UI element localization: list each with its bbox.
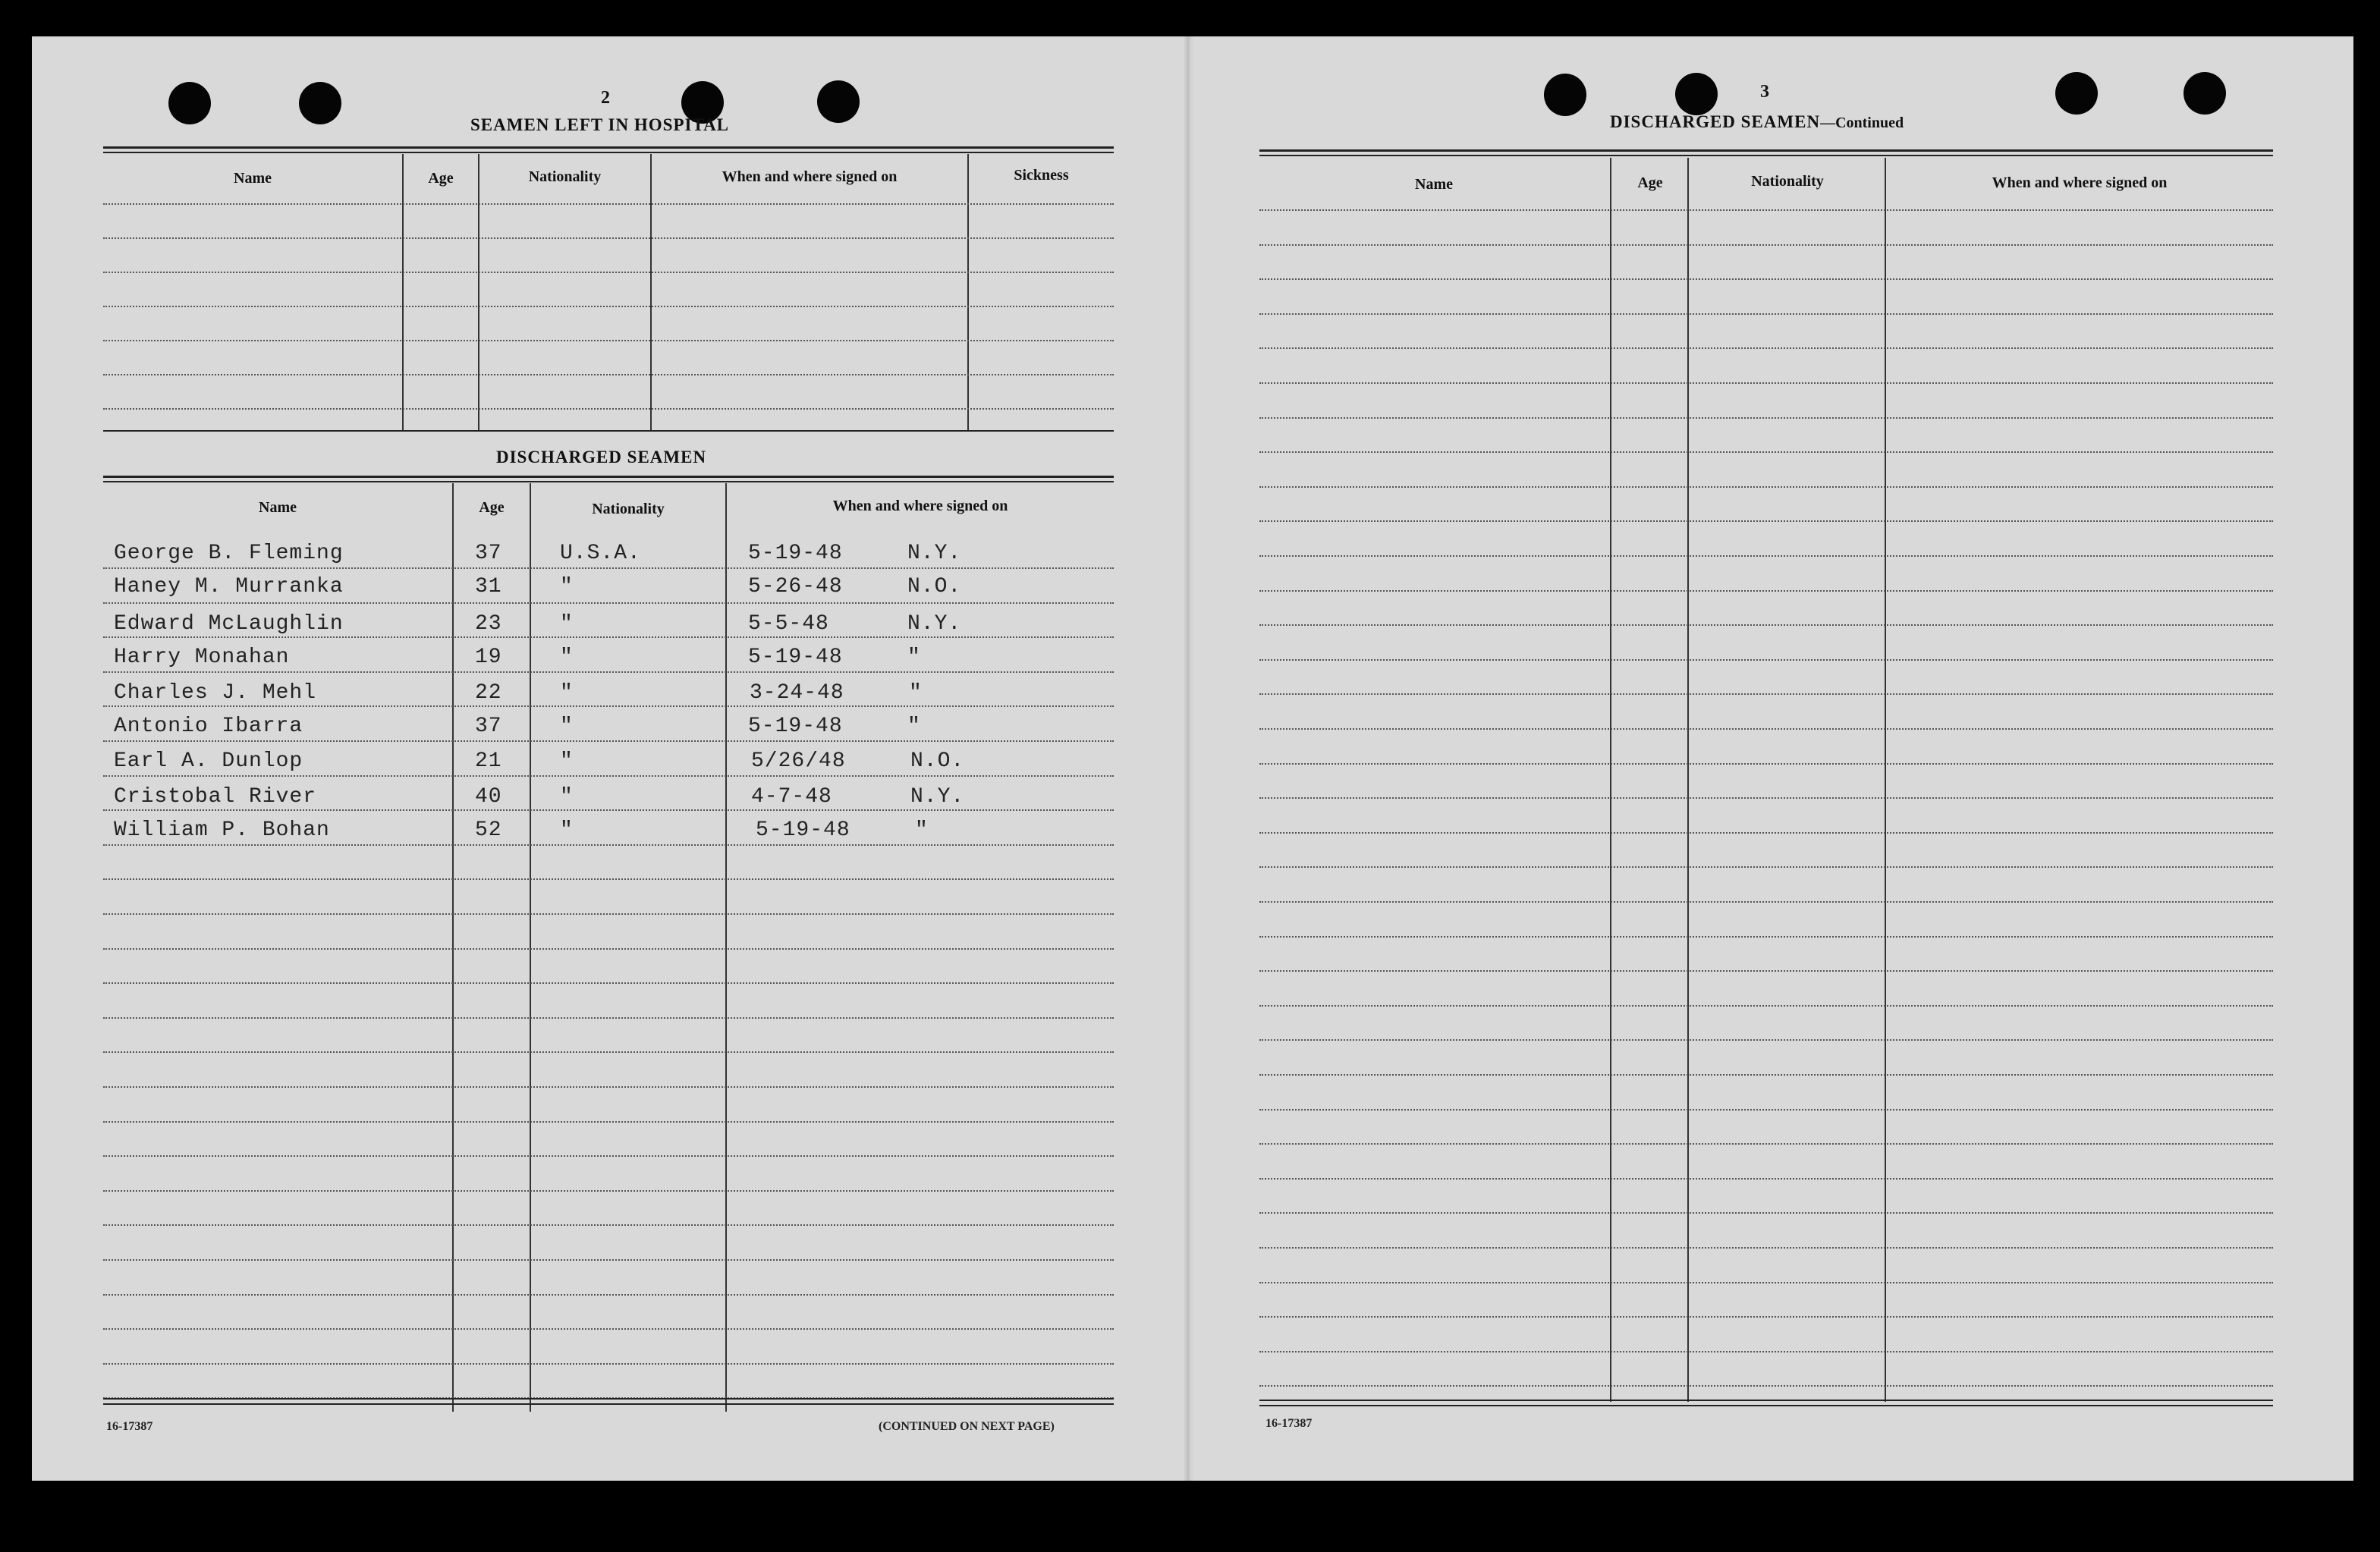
row-line — [103, 203, 1114, 205]
column-header-signed-on: When and where signed on — [832, 498, 1008, 514]
row-line — [1259, 832, 2273, 834]
row-line — [103, 913, 1114, 915]
cell-nationality: " — [560, 749, 574, 773]
row-line — [1259, 970, 2273, 972]
cell-age: 31 — [475, 574, 502, 598]
row-line — [1259, 1282, 2273, 1283]
row-line — [103, 1051, 1114, 1053]
row-line — [1259, 555, 2273, 557]
row-line — [1259, 209, 2273, 211]
row-line — [1259, 278, 2273, 280]
row-line — [103, 1086, 1114, 1088]
row-line — [1259, 659, 2273, 661]
form-number: 16-17387 — [106, 1420, 153, 1433]
row-line — [1259, 347, 2273, 349]
cell-date: 5-19-48 — [748, 645, 843, 669]
row-line — [103, 1363, 1114, 1365]
row-line — [1259, 1039, 2273, 1041]
cell-name: Cristobal River — [114, 785, 317, 809]
hospital-section-title: SEAMEN LEFT IN HOSPITAL — [470, 115, 730, 134]
cell-nationality: U.S.A. — [560, 542, 641, 565]
cell-age: 37 — [475, 715, 502, 738]
row-line — [1259, 866, 2273, 868]
discharged-section-title: DISCHARGED SEAMEN — [496, 448, 707, 467]
cell-age: 40 — [475, 785, 502, 809]
row-line — [1259, 590, 2273, 592]
cell-place: N.Y. — [907, 542, 962, 565]
row-line — [103, 809, 1114, 811]
cell-age: 23 — [475, 612, 502, 636]
column-header-nationality: Nationality — [1751, 173, 1824, 190]
row-line — [1259, 1074, 2273, 1076]
row-line — [1259, 1316, 2273, 1318]
row-line — [103, 982, 1114, 984]
cell-nationality: " — [560, 574, 574, 598]
row-line — [1259, 901, 2273, 903]
right-page — [1189, 36, 2353, 1481]
cell-nationality: " — [560, 785, 574, 809]
cell-nationality: " — [560, 645, 574, 669]
cell-age: 52 — [475, 818, 502, 842]
cell-name: George B. Fleming — [114, 542, 344, 565]
center-fold — [1184, 36, 1194, 1481]
column-header-name: Name — [259, 499, 297, 516]
column-header-nationality: Nationality — [592, 501, 665, 517]
cell-name: Edward McLaughlin — [114, 612, 344, 636]
column-header-sickness: Sickness — [1014, 167, 1069, 184]
discharged-continued-title — [1610, 112, 1904, 132]
row-line — [1259, 1385, 2273, 1387]
row-line — [103, 1294, 1114, 1296]
cell-age: 22 — [475, 681, 502, 705]
cell-place: " — [907, 645, 921, 669]
cell-date: 5-26-48 — [748, 574, 843, 598]
row-line — [1259, 244, 2273, 246]
row-line — [103, 272, 1114, 273]
cell-nationality: " — [560, 715, 574, 738]
cell-place: " — [915, 818, 929, 842]
row-line — [1259, 486, 2273, 488]
cell-nationality: " — [560, 612, 574, 636]
column-header-signed-on: When and where signed on — [1992, 174, 2168, 191]
cell-age: 19 — [475, 645, 502, 669]
row-line — [103, 374, 1114, 375]
row-line — [103, 636, 1114, 638]
row-line — [103, 705, 1114, 707]
form-number: 16-17387 — [1265, 1417, 1313, 1430]
punch-hole — [2055, 72, 2098, 115]
cell-name: William P. Bohan — [114, 818, 330, 842]
page-number: 2 — [601, 88, 610, 108]
cell-date: 4-7-48 — [751, 785, 832, 809]
title-suffix: —Continued — [1820, 115, 1904, 131]
row-line — [1259, 936, 2273, 938]
cell-age: 21 — [475, 749, 502, 773]
column-header-age: Age — [479, 499, 505, 516]
row-line — [1259, 763, 2273, 765]
cell-date: 5-5-48 — [748, 612, 829, 636]
row-line — [1259, 1109, 2273, 1111]
cell-date: 5/26/48 — [751, 749, 846, 773]
row-line — [1259, 1143, 2273, 1145]
cell-place: N.O. — [907, 574, 962, 598]
cell-name: Haney M. Murranka — [114, 574, 344, 598]
cell-date: 5-19-48 — [748, 542, 843, 565]
row-line — [1259, 1247, 2273, 1249]
punch-hole — [817, 80, 860, 123]
row-line — [103, 306, 1114, 307]
cell-place: " — [909, 681, 923, 705]
cell-name: Harry Monahan — [114, 645, 290, 669]
row-line — [103, 1017, 1114, 1019]
punch-hole — [168, 82, 211, 124]
row-line — [1259, 1005, 2273, 1007]
cell-name: Antonio Ibarra — [114, 715, 303, 738]
cell-date: 5-19-48 — [756, 818, 850, 842]
cell-place: N.O. — [910, 749, 965, 773]
row-line — [103, 237, 1114, 239]
column-header-name: Name — [1415, 176, 1453, 193]
row-line — [1259, 693, 2273, 695]
cell-place: N.Y. — [910, 785, 965, 809]
row-line — [103, 340, 1114, 341]
row-line — [1259, 624, 2273, 626]
row-line — [103, 878, 1114, 880]
page-number: 3 — [1760, 82, 1769, 102]
row-line — [1259, 797, 2273, 799]
cell-place: N.Y. — [907, 612, 962, 636]
punch-hole — [299, 82, 341, 124]
cell-place: " — [907, 715, 921, 738]
row-line — [103, 740, 1114, 742]
row-line — [103, 775, 1114, 777]
column-header-name: Name — [234, 170, 272, 187]
punch-hole — [1675, 73, 1718, 115]
punch-hole — [2184, 72, 2226, 115]
row-line — [1259, 417, 2273, 419]
cell-date: 3-24-48 — [750, 681, 844, 705]
row-line — [103, 1259, 1114, 1261]
row-line — [103, 844, 1114, 846]
column-header-nationality: Nationality — [528, 168, 602, 185]
row-line — [1259, 382, 2273, 384]
cell-name: Charles J. Mehl — [114, 681, 317, 705]
row-line — [103, 1155, 1114, 1157]
column-header-age: Age — [428, 170, 454, 187]
row-line — [103, 1224, 1114, 1226]
cell-age: 37 — [475, 542, 502, 565]
row-line — [103, 1121, 1114, 1123]
row-line — [1259, 313, 2273, 315]
row-line — [103, 567, 1114, 569]
row-line — [1259, 451, 2273, 453]
row-line — [1259, 1178, 2273, 1180]
column-header-age: Age — [1637, 174, 1663, 191]
continued-note: (CONTINUED ON NEXT PAGE) — [879, 1420, 1055, 1433]
row-line — [103, 408, 1114, 410]
row-line — [103, 948, 1114, 950]
row-line — [103, 671, 1114, 673]
cell-nationality: " — [560, 818, 574, 842]
punch-hole — [1544, 74, 1586, 116]
cell-name: Earl A. Dunlop — [114, 749, 303, 773]
row-line — [1259, 728, 2273, 730]
row-line — [103, 1190, 1114, 1192]
row-line — [1259, 1212, 2273, 1214]
row-line — [1259, 1351, 2273, 1353]
row-line — [1259, 520, 2273, 522]
cell-date: 5-19-48 — [748, 715, 843, 738]
title-text: DISCHARGED SEAMEN — [1610, 112, 1821, 131]
row-line — [103, 602, 1114, 604]
cell-nationality: " — [560, 681, 574, 705]
row-line — [103, 1328, 1114, 1330]
column-header-signed-on: When and where signed on — [722, 168, 898, 185]
